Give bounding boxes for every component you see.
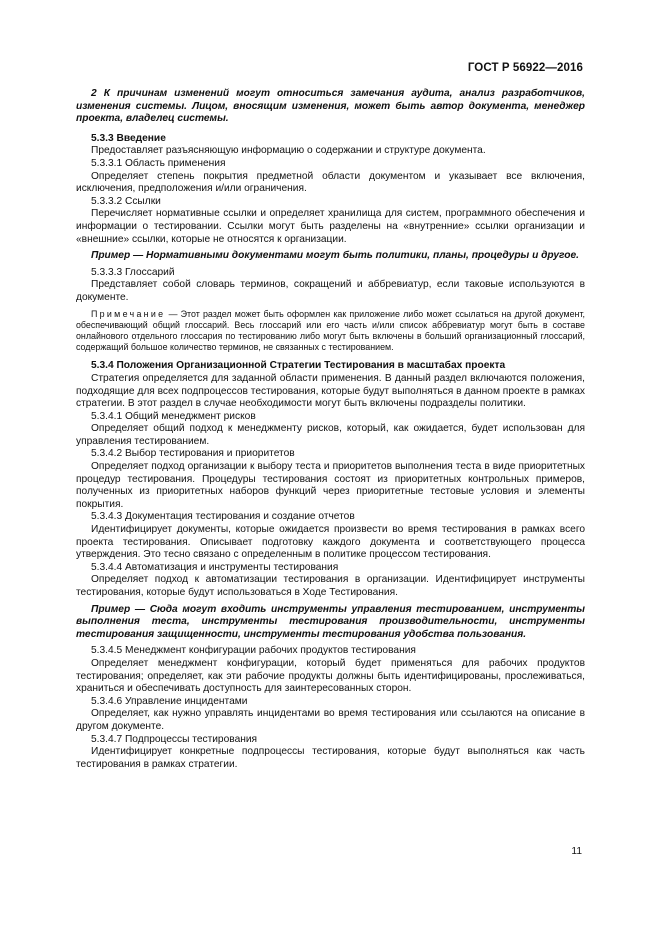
section-5-3-4-1-heading: 5.3.4.1 Общий менеджмент рисков xyxy=(91,410,256,422)
section-5-3-3-1-text: Определяет степень покрытия предметной области документом и указывает все включения, исключения, предположения и/или ограничения. xyxy=(76,170,585,195)
note-label: Примечание xyxy=(91,308,166,319)
section-5-3-4-1-text: Определяет общий подход к менеджменту рисков, который, как ожидается, будет использован для управления тестированием. xyxy=(76,423,585,447)
section-5-3-3-3-text: Представляет собой словарь терминов, сокращений и аббревиатур, если таковые используются в документе. xyxy=(76,279,585,303)
glossary-note xyxy=(76,309,585,354)
section-5-3-4-2-text: Определяет подход организации к выбору теста и приоритетов выполнения теста в виде приоритетных процедур тестирования. Процедуры тестирования состоят из приоритетных контрольных примеров, полученных из приоритетных наборов функций через приоритетные тестовые условия и элементы покрытия. xyxy=(76,461,585,510)
section-5-3-3-2-text: Перечисляет нормативные ссылки и определяет хранилища для систем, программного обеспечения и информации о тестировании. Ссылки могут быть разделены на «внутренние» ссылки организации и «внешние» ссылки, которые не относятся к организации. xyxy=(76,208,585,245)
section-5-3-4-6-heading: 5.3.4.6 Управление инцидентами xyxy=(91,695,248,707)
references-example: Пример — Нормативными документами могут быть политики, планы, процедуры и другое. xyxy=(91,250,579,262)
section-5-3-3-1-heading: 5.3.3.1 Область применения xyxy=(91,157,226,169)
tools-example: Пример — Сюда могут входить инструменты управления тестированием, инструменты выполнения теста, инструменты тестирования производительности, инструменты тестирования защищенности, инструменты тестирования удобства пользования. xyxy=(76,603,585,640)
section-5-3-4-heading: 5.3.4 Положения Организационной Стратегии Тестирования в масштабах проекта xyxy=(91,360,506,372)
section-5-3-4-5-heading: 5.3.4.5 Менеджмент конфигурации рабочих продуктов тестирования xyxy=(91,645,416,657)
section-5-3-4-3-heading: 5.3.4.3 Документация тестирования и создание отчетов xyxy=(91,511,355,523)
section-5-3-4-7-text: Идентифицирует конкретные подпроцессы тестирования, которые будут выполняться как часть тестирования в рамках стратегии. xyxy=(76,746,585,770)
page-number: 11 xyxy=(571,846,582,857)
section-5-3-4-text: Стратегия определяется для заданной области применения. В данный раздел включаются положения, подходящие для всех подпроцессов тестирования, которые будут выполняться в данном проекте в рамках стратегии. В этот раздел в случае необходимости могут быть включены подразделы политики. xyxy=(76,372,585,410)
change-reasons-note: 2 К причинам изменений могут относиться замечания аудита, анализ разработчиков, изменения системы. Лицом, вносящим изменения, может быть автор документа, менеджер проекта, владелец системы. xyxy=(76,88,585,125)
page-content xyxy=(76,88,585,771)
section-5-3-4-4-text: Определяет подход к автоматизации тестирования в организации. Идентифицирует инструменты тестирования, которые будут использоваться в Ходе Тестирования. xyxy=(76,574,585,598)
standard-header: ГОСТ Р 56922—2016 xyxy=(467,62,583,74)
section-5-3-4-3-text: Идентифицирует документы, которые ожидается произвести во время тестирования в рамках всего проекта тестирования. Описывает подготовку каждого документа и соответствующего процесса утверждения. Это тесно связано с определенным в политике процессом тестирования. xyxy=(76,524,585,561)
section-5-3-3-heading: 5.3.3 Введение xyxy=(91,132,166,144)
section-5-3-4-2-heading: 5.3.4.2 Выбор тестирования и приоритетов xyxy=(91,448,295,460)
section-5-3-3-text: Предоставляет разъясняющую информацию о содержании и структуре документа. xyxy=(91,145,486,157)
section-5-3-4-7-heading: 5.3.4.7 Подпроцессы тестирования xyxy=(91,733,258,745)
section-5-3-4-4-heading: 5.3.4.4 Автоматизация и инструменты тестирования xyxy=(91,561,339,573)
section-5-3-4-5-text: Определяет менеджмент конфигурации, который будет применяться для рабочих продуктов тестирования; определяет, как эти рабочие продукты должны быть идентифицированы, прослеживаться, храниться и обеспечивать доступность для заинтересованных сторон. xyxy=(76,657,585,695)
section-5-3-3-3-heading: 5.3.3.3 Глоссарий xyxy=(91,266,175,278)
section-5-3-3-2-heading: 5.3.3.2 Ссылки xyxy=(91,195,161,207)
section-5-3-4-6-text: Определяет, как нужно управлять инцидентами во время тестирования или ссылаются на описание в другом документе. xyxy=(76,708,585,732)
note-text: — Этот раздел может быть оформлен как приложение либо может ссылаться на другой документ, обеспечивающий общий глоссарий. Весь глоссарий или его часть и/или список аббревиатур могут быть в составе онлайнового отдельного глоссария по тестированию либо могут быть включены в больший организационный глоссарий, содержащий большое количество терминов, не связанных с тестированием. xyxy=(76,308,585,353)
